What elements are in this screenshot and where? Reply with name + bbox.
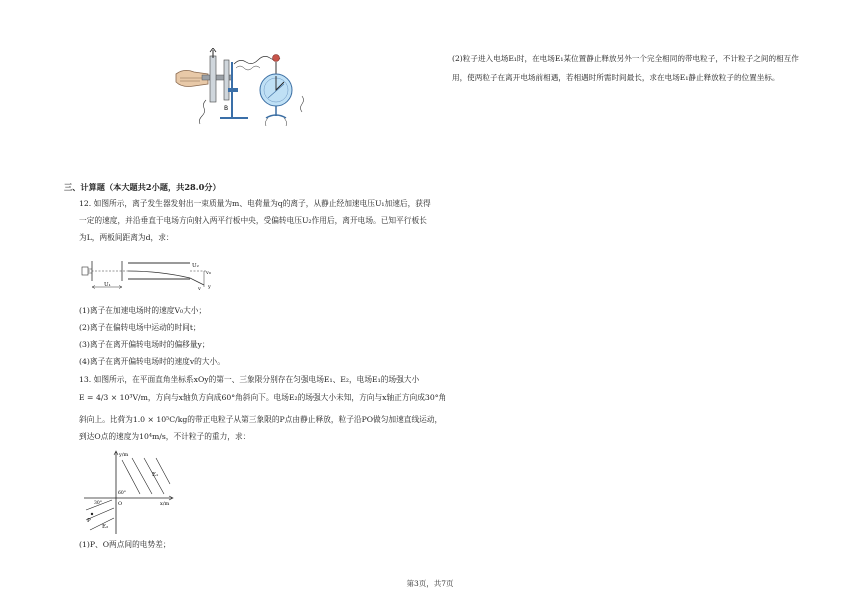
q13-line2: E = 4/3 × 10³V/m，方向与x轴负方向成60°角斜向下。电场E₂的场强大小未知，方向与x轴正方向成30°角: [79, 393, 447, 402]
q12-sub2: (2)离子在偏转电场中运动的时间t；: [79, 323, 201, 332]
label-v: v: [198, 286, 201, 292]
label-v0: v₀: [206, 270, 211, 276]
label-e1: E₁: [152, 472, 159, 478]
coordinate-field-figure: [82, 448, 178, 536]
label-y-axis: y/m: [119, 452, 129, 458]
q12-sub4: (4)离子在离开偏转电场时的速度v的大小。: [79, 357, 225, 366]
q12-sub3: (3)离子在离开偏转电场时的偏移量y；: [79, 340, 210, 349]
label-u1: U₁: [104, 282, 111, 288]
label-origin: O: [118, 501, 123, 507]
label-e2: E₂: [102, 524, 109, 530]
q13-line4: 到达O点的速度为10⁴m/s，不计粒子的重力，求：: [79, 432, 251, 441]
label-b: B: [224, 105, 229, 112]
label-p: P: [87, 518, 91, 524]
label-u2: U₂: [192, 263, 199, 269]
page-number: 第3页，共7页: [406, 579, 454, 588]
q12-line2: 一定的速度，并沿垂直于电场方向射入两平行板中央，受偏转电压U₂作用后，离开电场。已知平行板长: [79, 216, 427, 225]
electroscope-apparatus-figure: [172, 48, 312, 130]
q2-right-line1: (2)粒子进入电场E₁时，在电场E₁某位置静止释放另外一个完全相同的带电粒子，不计粒子之间的相互作: [452, 54, 799, 63]
deflection-field-figure: [80, 255, 220, 297]
label-x-axis: x/m: [160, 501, 170, 507]
q12-line1: 12. 如图所示，离子发生器发射出一束质量为m、电荷量为q的离子，从静止经加速电压U₁加速后，获得: [79, 199, 431, 208]
q2-right-line2: 用，使两粒子在离开电场前相遇，若相遇时所需时间最长，求在电场E₁静止释放粒子的位置坐标。: [452, 73, 780, 82]
label-angle30: 30°: [94, 501, 102, 506]
section-title: 三、计算题（本大题共2小题，共28.0分）: [64, 182, 221, 192]
q12-line3: 为L，两板间距离为d，求：: [79, 233, 174, 242]
q12-sub1: (1)离子在加速电场时的速度V₀大小；: [79, 306, 207, 315]
q13-line3: 斜向上。比荷为1.0 × 10⁵C/kg的带正电粒子从第三象限的P点由静止释放，粒子沿PO做匀加速直线运动，: [79, 415, 443, 424]
label-y: y: [208, 284, 211, 290]
q13-line1: 13. 如图所示，在平面直角坐标系xOy的第一、三象限分别存在匀强电场E₁、E₂，电场E₁的场强大小: [79, 375, 420, 384]
label-angle60: 60°: [118, 491, 126, 496]
q13-sub1: (1)P、O两点间的电势差；: [79, 540, 171, 549]
